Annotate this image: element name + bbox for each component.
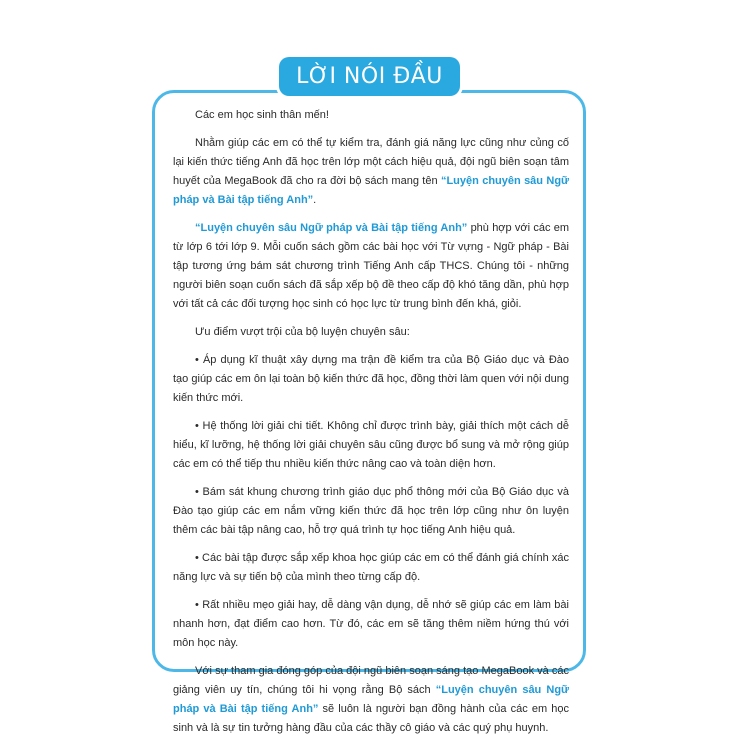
paragraph-1-end: . xyxy=(313,194,317,206)
bullet-item: • Áp dụng kĩ thuật xây dựng ma trận đề kiểm tra của Bộ Giáo dục và Đào tạo giúp các em ôn lại toàn bộ kiến thức đã học, đồng thời làm quen với nội dung kiến thức mới. xyxy=(173,354,569,404)
closing-end: sẽ luôn là người bạn đồng hành của các em học sinh và là sự tin tưởng hàng đầu của các thầy cô giáo và các quý phụ huynh. xyxy=(173,703,569,734)
advantages-intro: Ưu điểm vượt trội của bộ luyện chuyên sâu: xyxy=(195,326,410,338)
bullet-item: • Các bài tập được sắp xếp khoa học giúp các em có thể đánh giá chính xác năng lực và sự tiến bộ của mình theo từng cấp độ. xyxy=(173,552,569,583)
book-title-highlight: “Luyện chuyên sâu Ngữ pháp và Bài tập tiếng Anh” xyxy=(173,175,570,206)
bullet-item: • Hệ thống lời giải chi tiết. Không chỉ được trình bày, giải thích một cách dễ hiểu, kĩ lưỡng, hệ thống lời giải chuyên sâu cũng được bổ sung và mở rộng giúp các em có thể tiếp thu nhiều kiến thức nâng cao và toàn diện hơn. xyxy=(173,420,569,470)
bullet-item: • Bám sát khung chương trình giáo dục phổ thông mới của Bộ Giáo dục và Đào tạo giúp các em nắm vững kiến thức đã học trên lớp cũng như ôn luyện thêm các bài tập nâng cao, hỗ trợ quá trình tự học tiếng Anh hiệu quả. xyxy=(173,486,569,536)
closing-paragraph xyxy=(173,662,569,738)
preface-body xyxy=(173,106,569,747)
paragraph-2 xyxy=(173,219,569,314)
paragraph-1-text: Nhằm giúp các em có thể tự kiểm tra, đánh giá năng lực cũng như củng cố lại kiến thức tiếng Anh đã học trên lớp một cách hiệu quả, đội ngũ biên soạn tâm huyết của MegaBook đã cho ra đời bộ sách mang tên xyxy=(173,137,569,187)
bullet-item: • Rất nhiều mẹo giải hay, dễ dàng vận dụng, dễ nhớ sẽ giúp các em làm bài nhanh hơn, đạt điểm cao hơn. Từ đó, các em sẽ tăng thêm niềm hứng thú với môn học này. xyxy=(173,599,569,649)
greeting: Các em học sinh thân mến! xyxy=(195,109,329,121)
title-tab xyxy=(279,57,460,96)
closing-text: Với sự tham gia đóng góp của đội ngũ biên soạn sáng tạo MegaBook và các giảng viên uy tín, chúng tôi hi vọng rằng Bộ sách xyxy=(173,665,569,696)
page-title: LỜI NÓI ĐẦU xyxy=(296,64,443,89)
book-title-highlight: “Luyện chuyên sâu Ngữ pháp và Bài tập tiếng Anh” xyxy=(173,684,570,715)
paragraph-2-text: phù hợp với các em từ lớp 6 tới lớp 9. Mỗi cuốn sách gồm các bài học với Từ vựng - Ngữ pháp - Bài tập tương ứng bám sát chương trình Tiếng Anh cấp THCS. Chúng tôi - những người biên soạn cuốn sách đã sắp xếp bộ đề theo cấp độ khó tăng dần, phù hợp với tất cả các đối tượng học sinh có học lực từ trung bình đến khá, giỏi. xyxy=(173,222,570,310)
book-title-highlight: “Luyện chuyên sâu Ngữ pháp và Bài tập tiếng Anh” xyxy=(195,222,468,234)
paragraph-1 xyxy=(173,134,569,210)
